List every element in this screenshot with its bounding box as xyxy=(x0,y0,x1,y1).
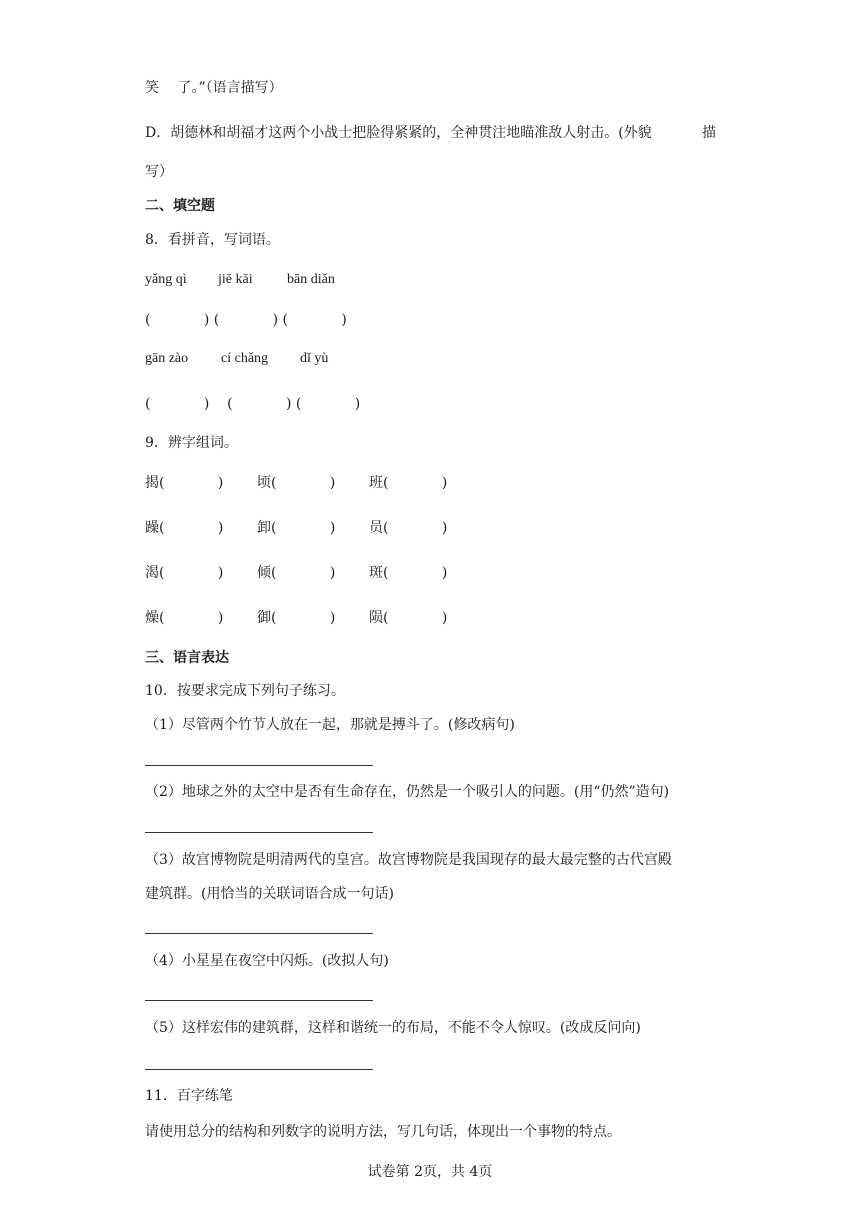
q9-cell[interactable]: 御( ) xyxy=(257,610,336,626)
q9-cell[interactable]: 斑( ) xyxy=(369,565,448,581)
q9-cell[interactable]: 渴( ) xyxy=(145,565,224,581)
q9-cell[interactable]: 员( ) xyxy=(369,520,448,536)
pinyin-1: yǎng qì xyxy=(145,272,187,287)
q9-cell[interactable]: 躁( ) xyxy=(145,520,224,536)
q9-cell[interactable]: 顷( ) xyxy=(257,475,336,491)
answer-line[interactable] xyxy=(145,765,373,766)
answer-line[interactable] xyxy=(145,1069,373,1070)
q9-cell[interactable]: 燥( ) xyxy=(145,610,224,626)
section-3-title: 三、语言表达 xyxy=(145,650,229,666)
q10-item-3: （3）故宫博物院是明清两代的皇宫。故宫博物院是我国现存的最大最完整的古代宫殿 xyxy=(145,852,672,868)
q9-prompt: 9．辨字组词。 xyxy=(145,435,238,451)
q10-item-3-cont: 建筑群。(用恰当的关联词语合成一句话) xyxy=(145,886,394,902)
page-footer: 试卷第 2页，共 4页 xyxy=(367,1164,493,1180)
answer-line[interactable] xyxy=(145,1000,373,1001)
pinyin-3: bān diǎn xyxy=(287,272,335,287)
section-2-title: 二、填空题 xyxy=(145,198,215,214)
q9-cell[interactable]: 倾( ) xyxy=(257,565,336,581)
q10-item-1: （1）尽管两个竹节人放在一起，那就是搏斗了。(修改病句) xyxy=(145,717,515,733)
q9-cell[interactable]: 卸( ) xyxy=(257,520,336,536)
option-d-line2: 写） xyxy=(145,164,173,180)
q8-prompt: 8．看拼音，写词语。 xyxy=(145,232,280,248)
q8-blanks-row1[interactable]: ( ) ( ) ( ) xyxy=(145,312,347,328)
q8-blanks-row2[interactable]: ( ) ( ) ( ) xyxy=(145,396,361,412)
pinyin-2: jiē kāi xyxy=(218,272,253,287)
q10-item-2: （2）地球之外的太空中是否有生命存在，仍然是一个吸引人的问题。(用“仍然”造句) xyxy=(145,784,670,800)
q9-cell[interactable]: 揭( ) xyxy=(145,475,224,491)
answer-line[interactable] xyxy=(145,933,373,934)
q10-item-4: （4）小星星在夜空中闪烁。(改拟人句) xyxy=(145,953,389,969)
pinyin-5: cí chǎng xyxy=(221,351,269,366)
q9-cell[interactable]: 陨( ) xyxy=(369,610,448,626)
prev-question-line: 笑 了。”（语言描写） xyxy=(145,80,283,96)
q11-prompt: 11．百字练笔 xyxy=(145,1088,233,1104)
option-d-tail: 描 xyxy=(702,125,716,141)
pinyin-6: dǐ yù xyxy=(300,351,329,366)
q10-prompt: 10．按要求完成下列句子练习。 xyxy=(145,683,345,699)
pinyin-4: gān zào xyxy=(145,351,189,366)
option-d-text: D．胡德林和胡福才这两个小战士把脸得紧紧的，全神贯注地瞄准敌人射击。(外貌 xyxy=(145,125,652,141)
answer-line[interactable] xyxy=(145,832,373,833)
q11-instruction: 请使用总分的结构和列数字的说明方法，写几句话，体现出一个事物的特点。 xyxy=(145,1124,621,1140)
q10-item-5: （5）这样宏伟的建筑群，这样和谐统一的布局，不能不令人惊叹。(改成反问向) xyxy=(145,1020,641,1036)
q9-cell[interactable]: 班( ) xyxy=(369,475,448,491)
